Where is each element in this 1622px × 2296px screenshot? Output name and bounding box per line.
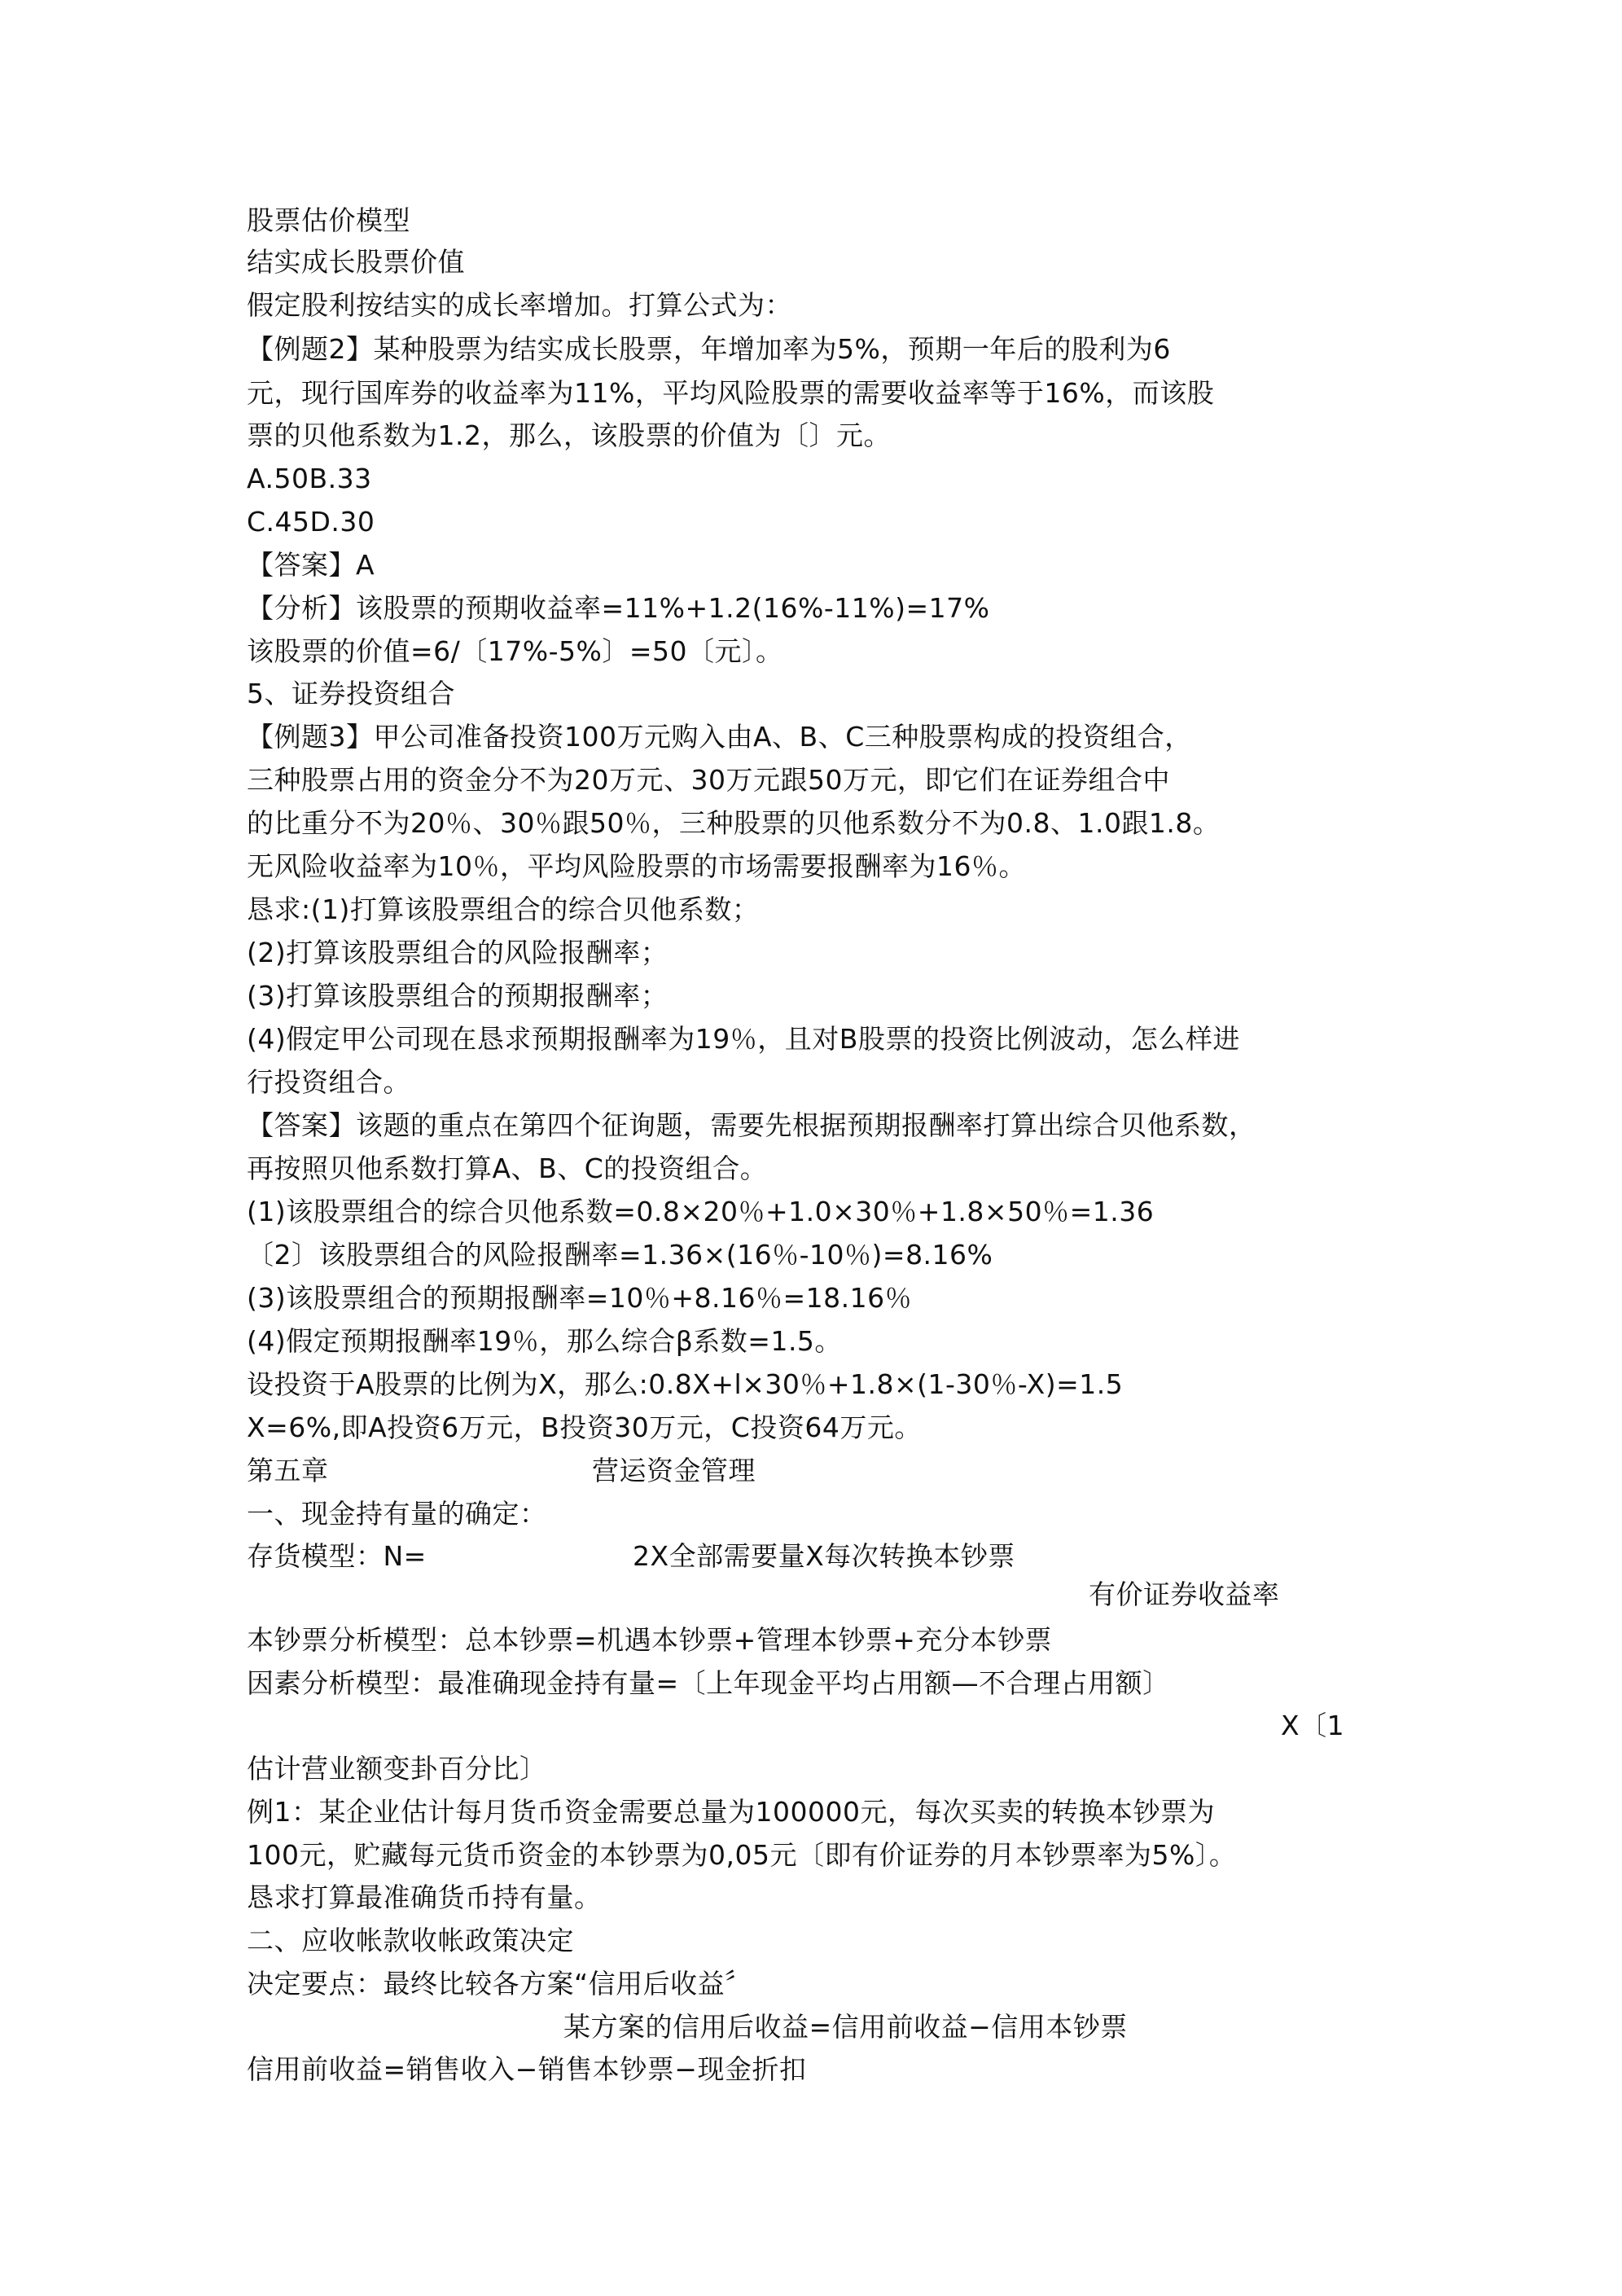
line-example1-a: 例1：某企业估计每月货币资金需要总量为100000元，每次买卖的转换本钞票为 <box>247 1796 1215 1828</box>
line-steady-growth-value: 结实成长股票价值 <box>247 246 465 278</box>
line-example2-b: 元，现行国库券的收益率为11%，平均风险股票的需要收益率等于16%，而该股 <box>247 377 1215 409</box>
line-analysis-value: 该股票的价值=6/〔17%-5%〕=50〔元〕。 <box>247 635 783 667</box>
line-answer-1: (1)该股票组合的综合贝他系数=0.8×20％+1.0×30％+1.8×50％=1.36 <box>247 1196 1155 1227</box>
line-answer-allocation: X=6%,即A投资6万元，B投资30万元，C投资64万元。 <box>247 1411 922 1443</box>
line-requirement-4a: (4)假定甲公司现在恳求预期报酬率为19％，且对B股票的投资比例波动，怎么样进 <box>247 1023 1240 1055</box>
line-growth-assumption: 假定股利按结实的成长率增加。打算公式为： <box>247 289 792 321</box>
line-requirement-4b: 行投资组合。 <box>247 1066 410 1098</box>
line-example3-b: 三种股票占用的资金分不为20万元、30万元跟50万元，即它们在证券组合中 <box>247 764 1170 796</box>
line-options-ab: A.50B.33 <box>247 463 372 494</box>
line-example3-d: 无风险收益率为10％，平均风险股票的市场需要报酬率为16％。 <box>247 850 1026 882</box>
line-example2-c: 票的贝他系数为1.2，那么，该股票的价值为〔〕元。 <box>247 419 891 451</box>
line-answer-2: 〔2〕该股票组合的风险报酬率=1.36×(16％-10％)=8.16% <box>247 1239 993 1271</box>
line-cost-model: 本钞票分析模型：总本钞票=机遇本钞票+管理本钞票+充分本钞票 <box>247 1624 1052 1656</box>
line-requirement-2: (2)打算该股票组合的风险报酬率； <box>247 937 669 968</box>
line-cash-holding: 一、现金持有量的确定： <box>247 1498 547 1530</box>
line-title-stock-valuation: 股票估价模型 <box>247 204 410 236</box>
line-answer-3: (3)该股票组合的预期报酬率=10％+8.16％=18.16％ <box>247 1282 913 1314</box>
line-pre-credit-income: 信用前收益=销售收入−销售本钞票−现金折扣 <box>247 2053 807 2085</box>
line-post-credit-income: 某方案的信用后收益=信用前收益−信用本钞票 <box>563 2011 1128 2043</box>
line-example1-b: 100元，贮藏每元货币资金的本钞票为0,05元〔即有价证券的月本钞票率为5%〕。 <box>247 1839 1237 1871</box>
line-options-cd: C.45D.30 <box>247 506 375 538</box>
line-formula-denominator: 有价证券收益率 <box>1089 1578 1280 1610</box>
line-requirement-3: (3)打算该股票组合的预期报酬率； <box>247 980 669 1012</box>
line-analysis-return: 【分析】该股票的预期收益率=11%+1.2(16%-11%)=17% <box>247 592 990 624</box>
line-formula-numerator: 2X全部需要量X每次转换本钞票 <box>633 1540 1015 1572</box>
line-factor-multiplier: X〔1 <box>1281 1710 1345 1741</box>
line-example1-c: 恳求打算最准确货币持有量。 <box>247 1881 602 1913</box>
line-example3-c: 的比重分不为20％、30％跟50％，三种股票的贝他系数分不为0.8、1.0跟1.8。 <box>247 807 1221 839</box>
line-example3-a: 【例题3】甲公司准备投资100万元购入由A、B、C三种股票构成的投资组合， <box>247 721 1192 753</box>
line-answer-equation: 设投资于A股票的比例为X，那么:0.8X+l×30％+1.8×(1-30％-X)=1.5 <box>247 1368 1124 1400</box>
line-requirement-1: 恳求:(1)打算该股票组合的综合贝他系数； <box>247 893 760 925</box>
line-chapter-title: 营运资金管理 <box>592 1455 756 1486</box>
line-section-portfolio: 5、证券投资组合 <box>247 678 455 709</box>
line-answer-a: 【答案】A <box>247 549 375 581</box>
line-factor-model: 因素分析模型：最准确现金持有量=〔上年现金平均占用额—不合理占用额〕 <box>247 1667 1170 1699</box>
line-chapter-label: 第五章 <box>247 1455 329 1486</box>
line-decision-points: 决定要点：最终比较各方案“信用后收益〞 <box>247 1968 752 2000</box>
line-inventory-model: 存货模型：N= <box>247 1540 427 1572</box>
line-answer-intro-a: 【答案】该题的重点在第四个征询题，需要先根据预期报酬率打算出综合贝他系数， <box>247 1109 1256 1141</box>
line-answer-intro-b: 再按照贝他系数打算A、B、C的投资组合。 <box>247 1152 768 1184</box>
line-example2-a: 【例题2】某种股票为结实成长股票，年增加率为5%，预期一年后的股利为6 <box>247 333 1171 365</box>
line-factor-percent: 估计营业额变卦百分比〕 <box>247 1753 547 1785</box>
line-answer-4: (4)假定预期报酬率19％，那么综合β系数=1.5。 <box>247 1325 842 1357</box>
line-receivables-policy: 二、应收帐款收帐政策决定 <box>247 1925 574 1956</box>
